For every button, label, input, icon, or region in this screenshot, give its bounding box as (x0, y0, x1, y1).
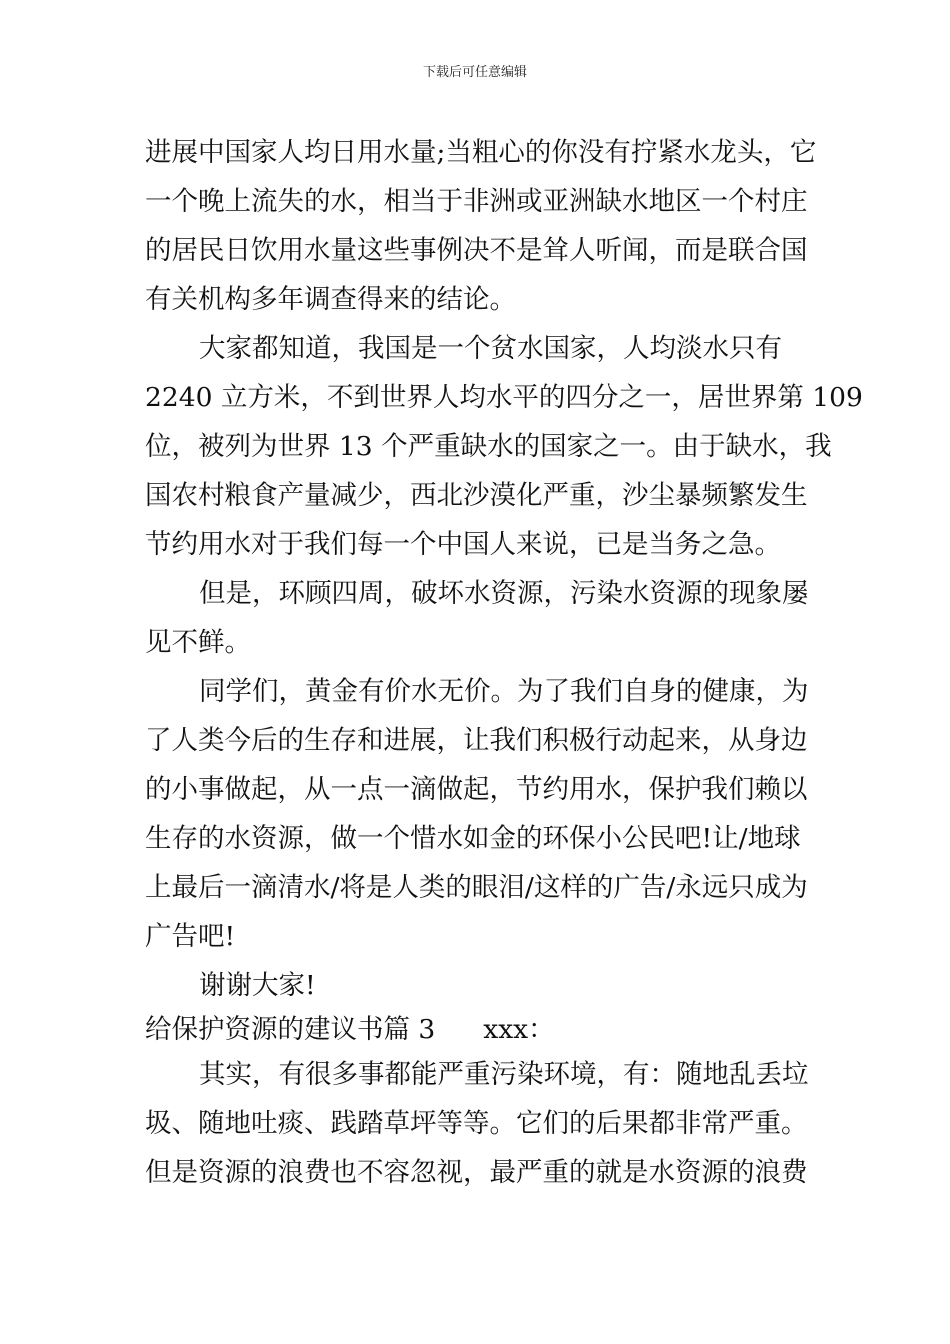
text-line: 了人类今后的生存和进展，让我们积极行动起来，从身边 (145, 725, 808, 756)
text-line: 2240 立方米，不到世界人均水平的四分之一，居世界第 109 (145, 382, 863, 413)
text-line: 上最后一滴清水/将是人类的眼泪/这样的广告/永远只成为 (145, 872, 808, 903)
text-line: 国农村粮食产量减少，西北沙漠化严重，沙尘暴频繁发生 (145, 480, 808, 511)
text-line: 有关机构多年调查得来的结论。 (145, 284, 516, 315)
text-line: 节约用水对于我们每一个中国人来说，已是当务之急。 (145, 529, 781, 560)
text-line: 但是资源的浪费也不容忽视，最严重的就是水资源的浪费 (145, 1157, 808, 1188)
paragraph (145, 324, 863, 569)
text-line: 一个晚上流失的水，相当于非洲或亚洲缺水地区一个村庄 (145, 186, 808, 217)
text-line: 圾、随地吐痰、践踏草坪等等。它们的后果都非常严重。 (145, 1108, 808, 1139)
text-line: 但是，环顾四周，破坏水资源，污染水资源的现象屡 (199, 578, 809, 609)
text-line: 同学们，黄金有价水无价。为了我们自身的健康，为 (199, 676, 809, 707)
text-line: 的居民日饮用水量这些事例决不是耸人听闻，而是联合国 (145, 235, 808, 266)
document-body (145, 128, 863, 1197)
text-line: 谢谢大家! (199, 970, 316, 1001)
section-heading (145, 1010, 810, 1050)
text-line: 位，被列为世界 13 个严重缺水的国家之一。由于缺水，我 (145, 431, 832, 462)
section-title: 给保护资源的建议书篇 3 (145, 1014, 436, 1045)
page-header: 下载后可任意编辑 (422, 65, 527, 80)
text-line: 的小事做起，从一点一滴做起，节约用水，保护我们赖以 (145, 774, 808, 805)
paragraph (145, 667, 810, 961)
text-line: 生存的水资源，做一个惜水如金的环保小公民吧!让/地球 (145, 823, 801, 854)
paragraph (145, 1050, 810, 1197)
section-recipient: xxx： (483, 1014, 555, 1045)
text-line: 大家都知道，我国是一个贫水国家，人均淡水只有 (199, 333, 782, 364)
text-line: 广告吧! (145, 921, 236, 952)
paragraph (145, 569, 810, 667)
text-line: 其实，有很多事都能严重污染环境，有：随地乱丢垃 (199, 1059, 809, 1090)
paragraph (145, 961, 810, 1010)
text-line: 进展中国家人均日用水量;当粗心的你没有拧紧水龙头，它 (145, 137, 817, 168)
text-line: 见不鲜。 (145, 627, 251, 658)
paragraph (145, 128, 817, 324)
